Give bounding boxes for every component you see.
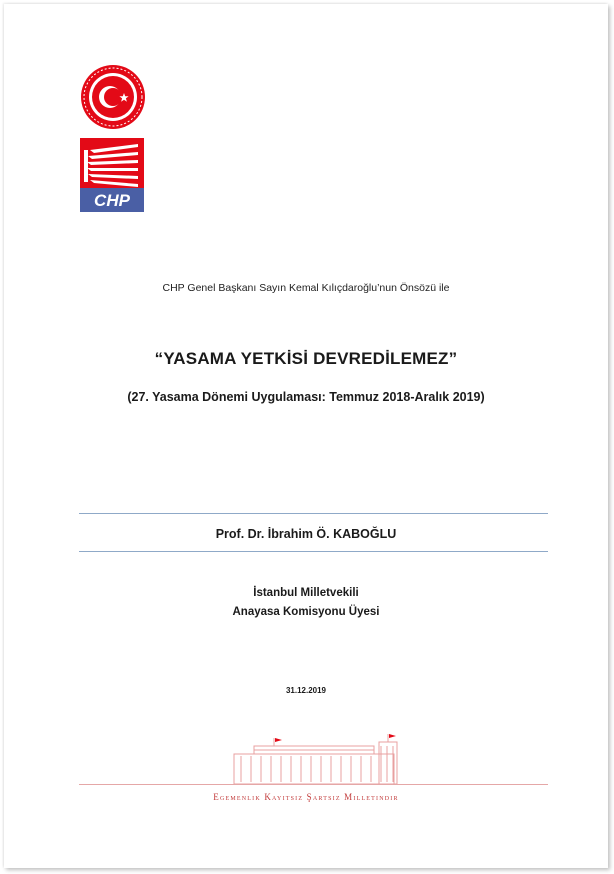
- building-baseline: [79, 784, 548, 785]
- logo-group: [80, 64, 150, 212]
- chp-logo-text: CHP: [94, 191, 130, 210]
- document-page: [4, 4, 608, 868]
- parliament-building-icon: [79, 732, 548, 788]
- chp-six-arrows-icon: [80, 138, 144, 212]
- foreword-line: CHP Genel Başkanı Sayın Kemal Kılıçdaroğlu’nun Önsözü ile: [162, 282, 450, 294]
- divider-bottom: [79, 551, 548, 552]
- author-name: Prof. Dr. İbrahim Ö. KABOĞLU: [215, 527, 397, 541]
- document-title: “YASAMA YETKİSİ DEVREDİLEMEZ”: [154, 349, 458, 368]
- divider-top: [79, 513, 548, 514]
- author-role-constituency: İstanbul Milletvekili: [253, 587, 359, 599]
- parliament-motto: Egemenlik Kayıtsız Şartsız Milletindir: [213, 792, 399, 802]
- author-role-committee: Anayasa Komisyonu Üyesi: [232, 606, 380, 618]
- document-date: 31.12.2019: [285, 686, 327, 695]
- tbmm-seal-icon: [80, 64, 146, 130]
- document-subtitle: (27. Yasama Dönemi Uygulaması: Temmuz 2018-Aralık 2019): [127, 390, 485, 404]
